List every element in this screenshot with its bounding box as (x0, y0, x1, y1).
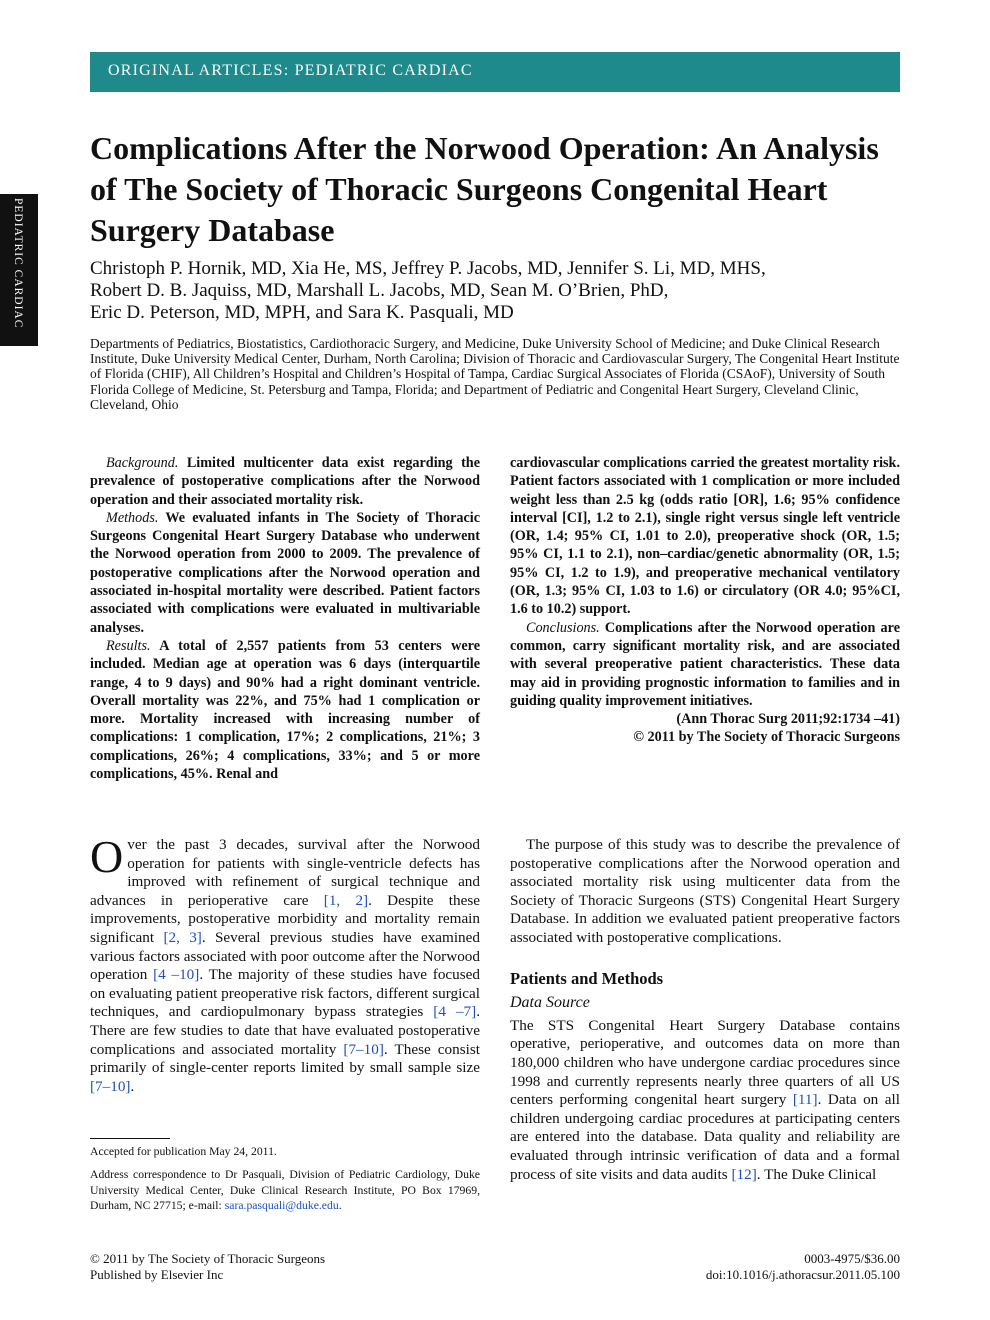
reference-link[interactable]: [1, 2] (323, 891, 369, 909)
correspondence-note: Address correspondence to Dr Pasquali, Division of Pediatric Cardiology, Duke University Medical Center, Duke Clinical Research Institute, PO Box 17969, Durham, NC 27715; e-mail: sara.pasquali@duke.edu. (90, 1168, 480, 1212)
footer-doi: doi:10.1016/j.athoracsur.2011.05.100 (705, 1266, 900, 1282)
accepted-note: Accepted for publication May 24, 2011. (90, 1145, 277, 1158)
author-list (90, 258, 900, 324)
body-right-column (510, 836, 900, 1184)
abstract-copyright: © 2011 by The Society of Thoracic Surgeons (633, 729, 900, 746)
section-banner-label: ORIGINAL ARTICLES: PEDIATRIC CARDIAC (108, 62, 473, 79)
reference-link[interactable]: [11] (792, 1091, 818, 1109)
results-label: Results. (106, 637, 151, 654)
abstract-background: Background. Limited multicenter data exist regarding the prevalence of postoperative complications after the Norwood operation and their associated mortality risk. (90, 455, 480, 508)
drop-cap: O (90, 831, 124, 882)
methods-label: Methods. (106, 509, 159, 526)
abstract-results-continued: cardiovascular complications carried the greatest mortality risk. Patient factors associated with 1 complication or more included weight less than 2.5 kg (odds ratio [OR], 1.6; 95% confidence interval [CI], 1.2 to 2.1), single right versus single left ventricle (OR, 1.4; 95% CI, 1.01 to 2.0), preoperative shock (OR, 1.5; 95% CI, 1.1 to 2.1), non–cardiac/genetic abnormality (OR, 1.5; 95% CI, 1.2 to 1.9), and preoperative mechanical ventilatory (OR, 1.3; 95% CI, 1.03 to 1.6) or circulatory (OR 4.0; 95%CI, 1.6 to 10.2) support. (510, 455, 900, 618)
author-line: Eric D. Peterson, MD, MPH, and Sara K. Pasquali, MD (90, 302, 514, 323)
footer-publisher: Published by Elsevier Inc (90, 1266, 224, 1282)
article-title: Complications After the Norwood Operation: An Analysis of The Society of Thoracic Surgeons Congenital Heart Surgery Database (90, 130, 879, 248)
journal-citation: (Ann Thorac Surg 2011;92:1734 –41) (676, 711, 900, 728)
reference-link[interactable]: [4 –7] (433, 1003, 477, 1021)
author-line: Christoph P. Hornik, MD, Xia He, MS, Jeffrey P. Jacobs, MD, Jennifer S. Li, MD, MHS, (90, 258, 766, 279)
footer-right (706, 1251, 900, 1282)
footnote-rule (90, 1138, 170, 1139)
abstract-right (510, 454, 900, 747)
email-link[interactable]: sara.pasquali@duke.edu (224, 1199, 339, 1212)
reference-link[interactable]: [7–10] (343, 1040, 384, 1058)
footer-issn: 0003-4975/$36.00 (804, 1251, 900, 1266)
reference-link[interactable]: [4 –10] (153, 966, 200, 984)
side-tab (0, 194, 38, 346)
conclusions-label: Conclusions. (526, 619, 600, 636)
reference-link[interactable]: [12] (731, 1165, 757, 1183)
abstract-left (90, 454, 480, 783)
footer-left (90, 1251, 325, 1282)
reference-link[interactable]: [7–10] (90, 1077, 131, 1095)
background-label: Background. (106, 455, 179, 471)
section-heading: Patients and Methods (510, 968, 664, 988)
intro-paragraph: Over the past 3 decades, survival after the Norwood operation for patients with single-ventricle defects has improved with refinement of surgical technique and advances in perioperative care [1, 2]. Despite these improvements, postoperative morbidity and mortality remain significant [2, 3]. Several previous studies have examined various factors associated with poor outcome after the Norwood operation [4 –10]. The majority of these studies have focused on evaluating patient preoperative risk factors, different surgical techniques, and cardiopulmonary bypass strategies [4 –7]. There are few studies to date that have evaluated postoperative complications and associated mortality [7–10]. These consist primarily of single-center reports limited by small sample size [7–10]. (90, 831, 480, 1095)
author-line: Robert D. B. Jaquiss, MD, Marshall L. Jacobs, MD, Sean M. O’Brien, PhD, (90, 280, 669, 301)
body-left-column (90, 831, 480, 1096)
abstract-conclusions: Conclusions. Complications after the Norwood operation are common, carry significant mortality risk, and are associated with several preoperative patient characteristics. These data may aid in providing prognostic information to families and in guiding quality improvement initiatives. (510, 619, 900, 709)
section-banner (90, 52, 900, 92)
abstract-methods: Methods. We evaluated infants in The Society of Thoracic Surgeons Congenital Heart Surgery Database who underwent the Norwood operation from 2000 to 2009. The prevalence of postoperative complications after the Norwood operation and associated in-hospital mortality were described. Patient factors associated with complications were evaluated in multivariable analyses. (90, 509, 480, 636)
footer-copyright: © 2011 by The Society of Thoracic Surgeons (90, 1251, 326, 1266)
subsection-heading: Data Source (510, 994, 590, 1012)
affiliations: Departments of Pediatrics, Biostatistics, Cardiothoracic Surgery, and Medicine, Duke University School of Medicine; and Duke Clinical Research Institute, Duke University Medical Center, Durham, North Carolina; Division of Thoracic and Cardiovascular Surgery, The Congenital Heart Institute of Florida (CHIF), All Children’s Hospital and Children’s Hospital of Tampa, Cardiac Surgical Associates of Florida (CSAoF), University of South Florida College of Medicine, St. Petersburg and Tampa, Florida; and Department of Pediatric and Congenital Heart Surgery, Cleveland Clinic, Cleveland, Ohio (90, 336, 900, 412)
purpose-paragraph: The purpose of this study was to describe the prevalence of postoperative complications after the Norwood operation and associated mortality risk using multicenter data from the Society of Thoracic Surgeons (STS) Congenital Heart Surgery Database. In addition we evaluated patient preoperative factors associated with postoperative complications. (510, 836, 900, 946)
data-source-paragraph: The STS Congenital Heart Surgery Database contains operative, perioperative, and outcomes data on more than 180,000 children who have undergone cardiac procedures since 1998 and currently represents nearly three quarters of all US centers performing congenital heart surgery [11]. Data on all children undergoing cardiac procedures at participating centers are entered into the database. Data quality and reliability are evaluated through intrinsic verification of data and a formal process of site visits and data audits [12]. The Duke Clinical (510, 1016, 900, 1183)
abstract-results: Results. A total of 2,557 patients from 53 centers were included. Median age at operation was 6 days (interquartile range, 4 to 9 days) and 90% had a right dominant ventricle. Overall mortality was 22%, and 75% had 1 complication or more. Mortality increased with increasing number of complications: 1 complication, 17%; 2 complications, 21%; 3 complications, 26%; 4 complications, 33%; and 5 or more complications, 45%. Renal and (90, 637, 480, 783)
side-tab-label: PEDIATRIC CARDIAC (12, 198, 24, 329)
reference-link[interactable]: [2, 3] (163, 928, 202, 946)
